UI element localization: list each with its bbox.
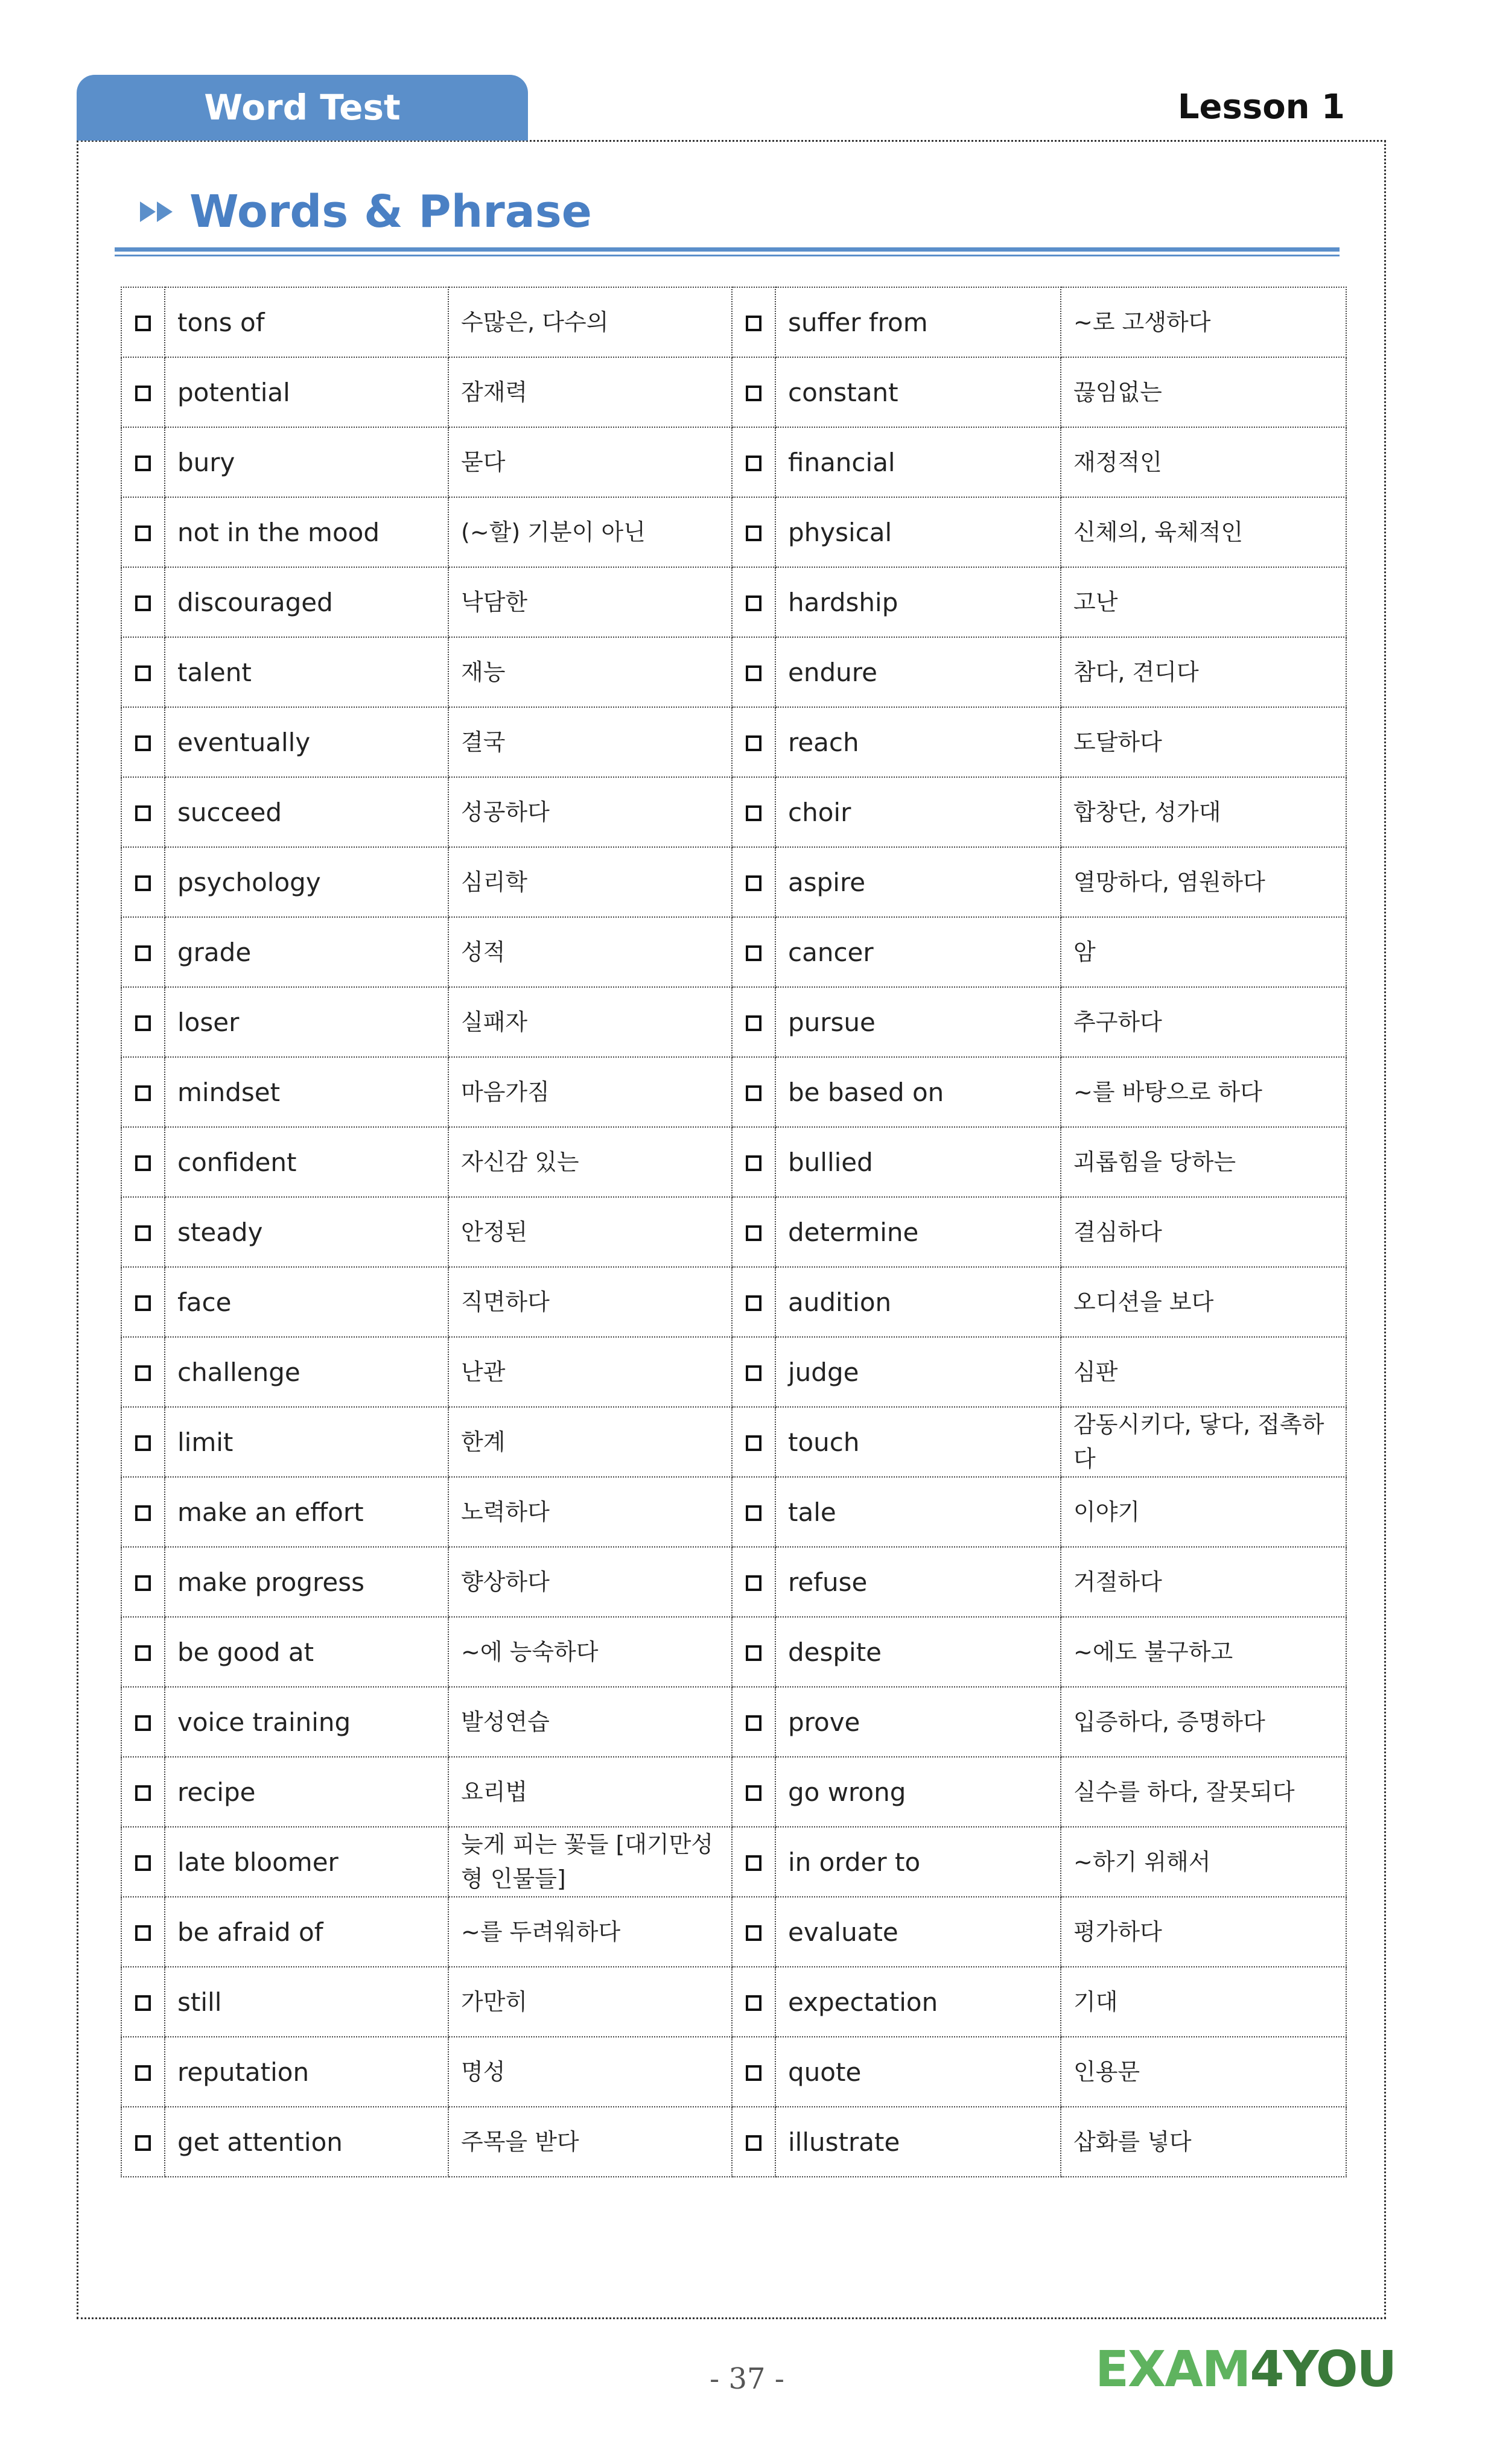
word-cell: be afraid of <box>165 1897 448 1967</box>
word-cell: tale <box>775 1477 1061 1547</box>
checkbox-cell <box>732 1057 775 1127</box>
word-cell: get attention <box>165 2107 448 2177</box>
checkbox-icon[interactable] <box>135 1155 151 1171</box>
meaning-cell: 괴롭힘을 당하는 <box>1061 1127 1346 1197</box>
table-row <box>121 1057 1346 1127</box>
checkbox-icon[interactable] <box>135 1295 151 1311</box>
checkbox-icon[interactable] <box>135 665 151 681</box>
meaning-cell: 실수를 하다, 잘못되다 <box>1061 1757 1346 1827</box>
checkbox-cell <box>732 2037 775 2107</box>
checkbox-icon[interactable] <box>746 1085 761 1101</box>
word-cell: pursue <box>775 987 1061 1057</box>
checkbox-cell <box>732 1547 775 1617</box>
checkbox-icon[interactable] <box>746 1645 761 1661</box>
word-cell: bury <box>165 427 448 497</box>
exam4you-logo: EXAM4YOU <box>1095 2341 1396 2398</box>
word-cell: despite <box>775 1617 1061 1687</box>
checkbox-cell <box>732 987 775 1057</box>
meaning-cell: 입증하다, 증명하다 <box>1061 1687 1346 1757</box>
checkbox-icon[interactable] <box>135 1715 151 1731</box>
table-row <box>121 1617 1346 1687</box>
word-cell: physical <box>775 497 1061 567</box>
checkbox-icon[interactable] <box>135 1365 151 1381</box>
checkbox-cell <box>121 1897 165 1967</box>
meaning-cell: 심판 <box>1061 1337 1346 1407</box>
checkbox-icon[interactable] <box>746 945 761 961</box>
checkbox-cell <box>732 427 775 497</box>
word-cell: make an effort <box>165 1477 448 1547</box>
checkbox-cell <box>121 1827 165 1897</box>
checkbox-icon[interactable] <box>746 805 761 821</box>
checkbox-cell <box>121 1617 165 1687</box>
word-cell: go wrong <box>775 1757 1061 1827</box>
checkbox-icon[interactable] <box>746 1995 761 2011</box>
checkbox-icon[interactable] <box>135 945 151 961</box>
word-test-tab <box>77 75 528 140</box>
meaning-cell: 인용문 <box>1061 2037 1346 2107</box>
checkbox-icon[interactable] <box>746 1435 761 1451</box>
table-row <box>121 637 1346 707</box>
word-cell: discouraged <box>165 567 448 637</box>
checkbox-cell <box>732 1477 775 1547</box>
checkbox-icon[interactable] <box>135 1855 151 1871</box>
checkbox-cell <box>121 2037 165 2107</box>
checkbox-cell <box>732 1687 775 1757</box>
table-row <box>121 1477 1346 1547</box>
meaning-cell: 주목을 받다 <box>448 2107 732 2177</box>
checkbox-icon[interactable] <box>135 316 151 331</box>
checkbox-cell <box>732 1127 775 1197</box>
checkbox-cell <box>121 1477 165 1547</box>
word-cell: hardship <box>775 567 1061 637</box>
checkbox-cell <box>121 1197 165 1267</box>
table-row <box>121 1827 1346 1897</box>
checkbox-cell <box>121 777 165 847</box>
checkbox-icon[interactable] <box>746 1015 761 1031</box>
meaning-cell: 재능 <box>448 637 732 707</box>
meaning-cell: 마음가짐 <box>448 1057 732 1127</box>
checkbox-cell <box>732 497 775 567</box>
table-row <box>121 1757 1346 1827</box>
checkbox-cell <box>732 917 775 987</box>
checkbox-icon[interactable] <box>135 1225 151 1241</box>
word-cell: aspire <box>775 847 1061 917</box>
checkbox-icon[interactable] <box>746 875 761 891</box>
meaning-cell: 감동시키다, 닿다, 접촉하다 <box>1061 1407 1346 1477</box>
table-row <box>121 287 1346 357</box>
word-cell: constant <box>775 357 1061 427</box>
checkbox-icon[interactable] <box>746 2065 761 2081</box>
checkbox-icon[interactable] <box>746 1505 761 1521</box>
meaning-cell: 거절하다 <box>1061 1547 1346 1617</box>
checkbox-icon[interactable] <box>746 1855 761 1871</box>
checkbox-icon[interactable] <box>135 1575 151 1591</box>
word-cell: eventually <box>165 707 448 777</box>
checkbox-cell <box>732 1757 775 1827</box>
checkbox-icon[interactable] <box>746 1225 761 1241</box>
checkbox-cell <box>121 567 165 637</box>
checkbox-cell <box>121 917 165 987</box>
meaning-cell: 암 <box>1061 917 1346 987</box>
word-cell: expectation <box>775 1967 1061 2037</box>
meaning-cell: 낙담한 <box>448 567 732 637</box>
checkbox-cell <box>732 1897 775 1967</box>
checkbox-icon[interactable] <box>746 1365 761 1381</box>
meaning-cell: 향상하다 <box>448 1547 732 1617</box>
meaning-cell: 묻다 <box>448 427 732 497</box>
word-cell: reputation <box>165 2037 448 2107</box>
word-cell: late bloomer <box>165 1827 448 1897</box>
meaning-cell: 고난 <box>1061 567 1346 637</box>
checkbox-icon[interactable] <box>135 386 151 401</box>
table-row <box>121 2037 1346 2107</box>
heading-rule-thin <box>115 255 1340 256</box>
checkbox-cell <box>121 497 165 567</box>
table-row <box>121 1687 1346 1757</box>
table-row <box>121 847 1346 917</box>
word-cell: still <box>165 1967 448 2037</box>
meaning-cell: 신체의, 육체적인 <box>1061 497 1346 567</box>
meaning-cell: 성공하다 <box>448 777 732 847</box>
checkbox-cell <box>121 357 165 427</box>
meaning-cell: 직면하다 <box>448 1267 732 1337</box>
checkbox-cell <box>121 987 165 1057</box>
checkbox-icon[interactable] <box>135 1085 151 1101</box>
word-cell: challenge <box>165 1337 448 1407</box>
checkbox-cell <box>121 1337 165 1407</box>
meaning-cell: 합창단, 성가대 <box>1061 777 1346 847</box>
table-row <box>121 987 1346 1057</box>
word-cell: cancer <box>775 917 1061 987</box>
checkbox-cell <box>121 2107 165 2177</box>
heading-rule <box>115 247 1340 252</box>
checkbox-cell <box>732 1827 775 1897</box>
checkbox-cell <box>732 2107 775 2177</box>
checkbox-cell <box>732 777 775 847</box>
table-row <box>121 497 1346 567</box>
checkbox-icon[interactable] <box>135 1435 151 1451</box>
word-cell: face <box>165 1267 448 1337</box>
checkbox-cell <box>732 1197 775 1267</box>
word-cell: endure <box>775 637 1061 707</box>
meaning-cell: 늦게 피는 꽃들 [대기만성형 인물들] <box>448 1827 732 1897</box>
tab-title: Word Test <box>204 87 401 128</box>
word-cell: succeed <box>165 777 448 847</box>
checkbox-icon[interactable] <box>746 665 761 681</box>
checkbox-cell <box>732 1337 775 1407</box>
page-number: - 37 - <box>709 2362 785 2396</box>
word-cell: recipe <box>165 1757 448 1827</box>
checkbox-cell <box>732 637 775 707</box>
meaning-cell: 수많은, 다수의 <box>448 287 732 357</box>
checkbox-cell <box>732 707 775 777</box>
word-cell: loser <box>165 987 448 1057</box>
checkbox-icon[interactable] <box>135 1645 151 1661</box>
checkbox-cell <box>121 1967 165 2037</box>
word-cell: psychology <box>165 847 448 917</box>
checkbox-icon[interactable] <box>746 735 761 751</box>
word-cell: prove <box>775 1687 1061 1757</box>
meaning-cell: 요리법 <box>448 1757 732 1827</box>
checkbox-icon[interactable] <box>135 456 151 471</box>
table-row <box>121 1407 1346 1477</box>
word-cell: refuse <box>775 1547 1061 1617</box>
word-cell: audition <box>775 1267 1061 1337</box>
checkbox-cell <box>732 1967 775 2037</box>
checkbox-cell <box>732 287 775 357</box>
checkbox-cell <box>121 1127 165 1197</box>
word-cell: be good at <box>165 1617 448 1687</box>
meaning-cell: 추구하다 <box>1061 987 1346 1057</box>
word-cell: touch <box>775 1407 1061 1477</box>
word-cell: judge <box>775 1337 1061 1407</box>
meaning-cell: 이야기 <box>1061 1477 1346 1547</box>
checkbox-cell <box>121 1407 165 1477</box>
checkbox-icon[interactable] <box>746 456 761 471</box>
meaning-cell: 잠재력 <box>448 357 732 427</box>
word-cell: suffer from <box>775 287 1061 357</box>
table-row <box>121 427 1346 497</box>
word-cell: tons of <box>165 287 448 357</box>
checkbox-icon[interactable] <box>135 1505 151 1521</box>
checkbox-icon[interactable] <box>135 1015 151 1031</box>
meaning-cell: 명성 <box>448 2037 732 2107</box>
word-cell: be based on <box>775 1057 1061 1127</box>
meaning-cell: 재정적인 <box>1061 427 1346 497</box>
word-cell: grade <box>165 917 448 987</box>
checkbox-cell <box>121 637 165 707</box>
meaning-cell: 삽화를 넣다 <box>1061 2107 1346 2177</box>
word-cell: potential <box>165 357 448 427</box>
table-row <box>121 1127 1346 1197</box>
checkbox-icon[interactable] <box>135 1925 151 1941</box>
word-cell: not in the mood <box>165 497 448 567</box>
meaning-cell: 끊임없는 <box>1061 357 1346 427</box>
word-cell: choir <box>775 777 1061 847</box>
word-cell: mindset <box>165 1057 448 1127</box>
double-triangle-arrow-icon <box>140 202 174 222</box>
meaning-cell: 발성연습 <box>448 1687 732 1757</box>
meaning-cell: 평가하다 <box>1061 1897 1346 1967</box>
checkbox-icon[interactable] <box>746 316 761 331</box>
checkbox-icon[interactable] <box>746 1155 761 1171</box>
checkbox-icon[interactable] <box>135 1785 151 1801</box>
section-heading <box>140 186 592 238</box>
checkbox-icon[interactable] <box>135 1995 151 2011</box>
table-row <box>121 917 1346 987</box>
checkbox-icon[interactable] <box>746 526 761 541</box>
meaning-cell: 심리학 <box>448 847 732 917</box>
checkbox-cell <box>732 847 775 917</box>
table-row <box>121 357 1346 427</box>
meaning-cell: ~하기 위해서 <box>1061 1827 1346 1897</box>
checkbox-cell <box>121 707 165 777</box>
word-cell: reach <box>775 707 1061 777</box>
checkbox-cell <box>121 427 165 497</box>
meaning-cell: ~를 두려워하다 <box>448 1897 732 1967</box>
meaning-cell: 결심하다 <box>1061 1197 1346 1267</box>
meaning-cell: 노력하다 <box>448 1477 732 1547</box>
table-row <box>121 707 1346 777</box>
checkbox-cell <box>121 1057 165 1127</box>
meaning-cell: 자신감 있는 <box>448 1127 732 1197</box>
meaning-cell: (~할) 기분이 아닌 <box>448 497 732 567</box>
checkbox-icon[interactable] <box>135 875 151 891</box>
word-cell: steady <box>165 1197 448 1267</box>
checkbox-cell <box>732 357 775 427</box>
meaning-cell: 도달하다 <box>1061 707 1346 777</box>
word-cell: confident <box>165 1127 448 1197</box>
meaning-cell: 열망하다, 염원하다 <box>1061 847 1346 917</box>
checkbox-icon[interactable] <box>746 386 761 401</box>
word-cell: illustrate <box>775 2107 1061 2177</box>
meaning-cell: 안정된 <box>448 1197 732 1267</box>
checkbox-cell <box>121 1687 165 1757</box>
word-cell: evaluate <box>775 1897 1061 1967</box>
checkbox-icon[interactable] <box>135 2135 151 2151</box>
meaning-cell: 기대 <box>1061 1967 1346 2037</box>
table-row <box>121 1897 1346 1967</box>
table-row <box>121 2107 1346 2177</box>
checkbox-cell <box>121 1267 165 1337</box>
meaning-cell: 참다, 견디다 <box>1061 637 1346 707</box>
checkbox-icon[interactable] <box>135 526 151 541</box>
checkbox-cell <box>121 1757 165 1827</box>
checkbox-icon[interactable] <box>746 1575 761 1591</box>
word-cell: make progress <box>165 1547 448 1617</box>
checkbox-cell <box>732 1617 775 1687</box>
meaning-cell: 한계 <box>448 1407 732 1477</box>
word-cell: quote <box>775 2037 1061 2107</box>
word-cell: in order to <box>775 1827 1061 1897</box>
checkbox-icon[interactable] <box>746 2135 761 2151</box>
word-cell: financial <box>775 427 1061 497</box>
checkbox-icon[interactable] <box>135 805 151 821</box>
lesson-label: Lesson 1 <box>1177 87 1345 127</box>
meaning-cell: 가만히 <box>448 1967 732 2037</box>
meaning-cell: ~에도 불구하고 <box>1061 1617 1346 1687</box>
section-title: Words & Phrase <box>189 186 592 238</box>
word-cell: determine <box>775 1197 1061 1267</box>
checkbox-cell <box>121 287 165 357</box>
checkbox-icon[interactable] <box>135 595 151 611</box>
word-cell: voice training <box>165 1687 448 1757</box>
checkbox-cell <box>121 847 165 917</box>
checkbox-cell <box>732 1267 775 1337</box>
table-row <box>121 567 1346 637</box>
vocabulary-table <box>121 287 1347 2177</box>
word-cell: limit <box>165 1407 448 1477</box>
checkbox-cell <box>732 1407 775 1477</box>
table-row <box>121 1197 1346 1267</box>
checkbox-icon[interactable] <box>135 735 151 751</box>
meaning-cell: 오디션을 보다 <box>1061 1267 1346 1337</box>
table-row <box>121 1337 1346 1407</box>
meaning-cell: 실패자 <box>448 987 732 1057</box>
word-cell: talent <box>165 637 448 707</box>
meaning-cell: ~로 고생하다 <box>1061 287 1346 357</box>
meaning-cell: ~에 능숙하다 <box>448 1617 732 1687</box>
table-row <box>121 1267 1346 1337</box>
checkbox-icon[interactable] <box>746 1715 761 1731</box>
checkbox-icon[interactable] <box>746 1925 761 1941</box>
meaning-cell: ~를 바탕으로 하다 <box>1061 1057 1346 1127</box>
checkbox-icon[interactable] <box>746 1785 761 1801</box>
meaning-cell: 난관 <box>448 1337 732 1407</box>
meaning-cell: 결국 <box>448 707 732 777</box>
checkbox-icon[interactable] <box>135 2065 151 2081</box>
checkbox-icon[interactable] <box>746 1295 761 1311</box>
checkbox-cell <box>732 567 775 637</box>
meaning-cell: 성적 <box>448 917 732 987</box>
checkbox-cell <box>121 1547 165 1617</box>
word-cell: bullied <box>775 1127 1061 1197</box>
table-row <box>121 777 1346 847</box>
table-row <box>121 1967 1346 2037</box>
checkbox-icon[interactable] <box>746 595 761 611</box>
tab-underline <box>77 138 528 141</box>
table-row <box>121 1547 1346 1617</box>
